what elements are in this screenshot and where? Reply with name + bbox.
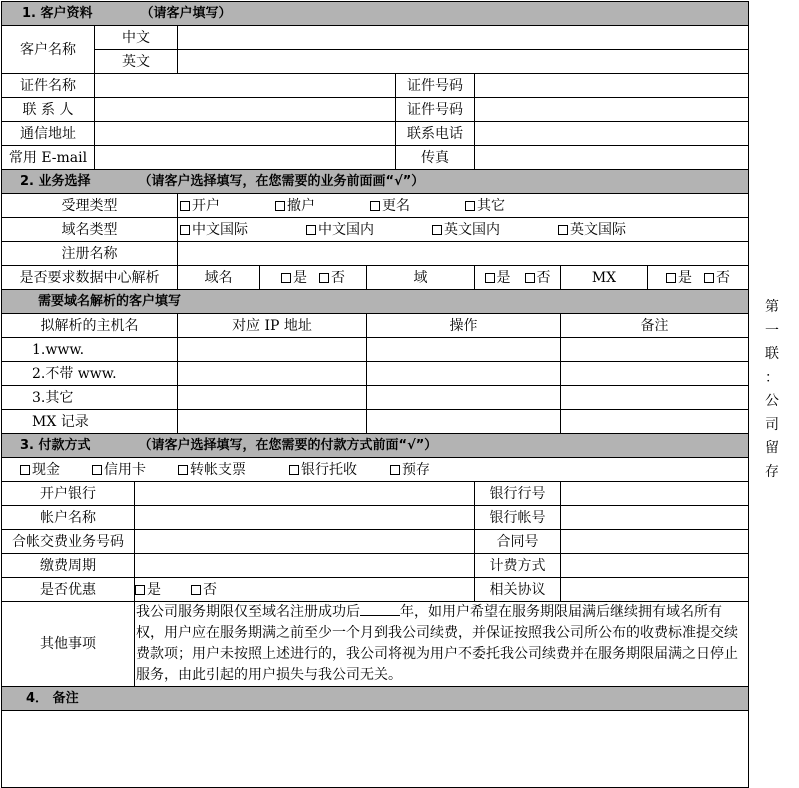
option-en-domestic[interactable]: 英文国内 xyxy=(432,222,558,238)
customer-name-row-cn xyxy=(2,26,749,50)
dns-zone-yes[interactable]: 是 xyxy=(485,270,511,286)
section-3-title: 付款方式 xyxy=(38,437,91,453)
id-row xyxy=(2,74,749,98)
discount-label: 是否优惠 xyxy=(2,578,135,602)
merge-no-label: 合帐交费业务号码 xyxy=(2,530,135,554)
dns-host-label: 2.不带 www. xyxy=(2,362,178,386)
id-no-field[interactable] xyxy=(475,74,749,98)
checkbox-icon xyxy=(281,273,291,283)
agreement-field[interactable] xyxy=(561,578,749,602)
copy-label-char: 存 xyxy=(765,463,779,480)
dns-ip-field[interactable] xyxy=(178,410,367,434)
bank-row xyxy=(2,482,749,506)
checkbox-icon xyxy=(390,465,400,475)
payment-method-options xyxy=(2,458,749,482)
accept-type-label: 受理类型 xyxy=(2,194,178,218)
address-field[interactable] xyxy=(95,122,396,146)
dns-header-host: 拟解析的主机名 xyxy=(2,314,178,338)
option-prepay[interactable]: 预存 xyxy=(390,462,430,478)
fax-label: 传真 xyxy=(396,146,475,170)
dns-host-label: 3.其它 xyxy=(2,386,178,410)
email-row xyxy=(2,146,749,170)
notice-text-a: 我公司服务期限仅至域名注册成功后 xyxy=(136,604,360,620)
section-4-title: 备注 xyxy=(52,690,79,706)
dns-mx-no[interactable]: 否 xyxy=(704,270,730,286)
notice-text-b: 年，如用户希望在服务期限届满后继续拥有域名所有权，用户应在服务期满之前至少一个月到我公司续费，并保证按照我公司所公布的收费标准提交续费款项；用户未按照上述进行的，我公司将视为用户不委托我公司续费并在服务期限届满之日停止服务，由此引起的用户损失与我公司无关。 xyxy=(136,604,738,683)
option-close[interactable]: 撤户 xyxy=(275,198,370,214)
dns-operation-field[interactable] xyxy=(367,386,561,410)
years-blank[interactable] xyxy=(360,603,400,616)
merge-row xyxy=(2,530,749,554)
checkbox-icon xyxy=(465,201,475,211)
dns-header-remark: 备注 xyxy=(561,314,749,338)
option-cash[interactable]: 现金 xyxy=(20,462,92,478)
checkbox-icon xyxy=(135,585,145,595)
other-label: 其他事项 xyxy=(2,602,135,687)
other-notice xyxy=(135,602,749,687)
dns-ip-field[interactable] xyxy=(178,362,367,386)
id-no-2-label: 证件号码 xyxy=(396,98,475,122)
address-label: 通信地址 xyxy=(2,122,95,146)
other-row xyxy=(2,602,749,687)
billing-field[interactable] xyxy=(561,554,749,578)
dns-host-label: MX 记录 xyxy=(2,410,178,434)
bank-no-field[interactable] xyxy=(561,482,749,506)
table-row xyxy=(2,410,749,434)
customer-name-cn-field[interactable] xyxy=(178,26,749,50)
domain-type-options xyxy=(178,218,749,242)
customer-name-row-en xyxy=(2,50,749,74)
dns-header-ip: 对应 IP 地址 xyxy=(178,314,367,338)
dns-ip-field[interactable] xyxy=(178,338,367,362)
contact-row xyxy=(2,98,749,122)
copy-label-char: 留 xyxy=(765,440,779,456)
dns-zone-no[interactable]: 否 xyxy=(525,270,551,286)
dns-required-label: 是否要求数据中心解析 xyxy=(2,266,178,290)
section-2-number: 2. xyxy=(20,173,34,189)
period-label: 缴费周期 xyxy=(2,554,135,578)
account-name-label: 帐户名称 xyxy=(2,506,135,530)
checkbox-icon xyxy=(370,201,380,211)
remark-row xyxy=(2,711,749,788)
section-2-note: （请客户选择填写，在您需要的业务前面画“√”） xyxy=(138,173,425,189)
dns-remark-field[interactable] xyxy=(561,362,749,386)
table-row xyxy=(2,338,749,362)
contract-no-label: 合同号 xyxy=(475,530,561,554)
dns-host-label: 1.www. xyxy=(2,338,178,362)
section-3-header xyxy=(2,434,749,458)
dns-operation-field[interactable] xyxy=(367,410,561,434)
dns-ip-field[interactable] xyxy=(178,386,367,410)
section-1-number: 1. xyxy=(22,5,36,21)
accept-type-options xyxy=(178,194,749,218)
section-1-header xyxy=(2,2,749,26)
id-no-2-field[interactable] xyxy=(475,98,749,122)
copy-label-char: 第 xyxy=(765,299,779,315)
table-row xyxy=(2,386,749,410)
account-name-field[interactable] xyxy=(135,506,475,530)
dns-col-domain-label: 域名 xyxy=(178,266,260,290)
email-field[interactable] xyxy=(95,146,396,170)
address-row xyxy=(2,122,749,146)
checkbox-icon xyxy=(20,465,30,475)
phone-field[interactable] xyxy=(475,122,749,146)
option-transfer-check[interactable]: 转帐支票 xyxy=(178,462,289,478)
dns-operation-field[interactable] xyxy=(367,362,561,386)
checkbox-icon xyxy=(275,201,285,211)
checkbox-icon xyxy=(485,273,495,283)
copy-label xyxy=(762,296,782,484)
checkbox-icon xyxy=(525,273,535,283)
contact-field[interactable] xyxy=(95,98,396,122)
dns-mx-yes[interactable]: 是 xyxy=(666,270,692,286)
section-2-title: 业务选择 xyxy=(38,173,91,189)
checkbox-icon xyxy=(666,273,676,283)
section-4-number: 4． xyxy=(26,690,49,706)
section-1-title: 客户资料 xyxy=(40,5,93,21)
customer-name-label: 客户名称 xyxy=(2,26,95,74)
checkbox-icon xyxy=(558,225,568,235)
dns-domain-no[interactable]: 否 xyxy=(319,270,345,286)
dns-section-header xyxy=(2,290,749,314)
discount-no[interactable]: 否 xyxy=(191,582,217,598)
billing-label: 计费方式 xyxy=(475,554,561,578)
copy-label-char: ： xyxy=(765,369,779,386)
accept-type-row xyxy=(2,194,749,218)
checkbox-icon xyxy=(704,273,714,283)
dns-remark-field[interactable] xyxy=(561,338,749,362)
id-no-label: 证件号码 xyxy=(396,74,475,98)
section-3-number: 3. xyxy=(20,437,34,453)
option-credit-card[interactable]: 信用卡 xyxy=(92,462,178,478)
bank-no-label: 银行行号 xyxy=(475,482,561,506)
dns-col-zone-label: 域 xyxy=(367,266,475,290)
dns-domain-yes[interactable]: 是 xyxy=(281,270,307,286)
checkbox-icon xyxy=(306,225,316,235)
reg-name-row xyxy=(2,242,749,266)
customer-name-en-label: 英文 xyxy=(95,50,178,74)
discount-yes[interactable]: 是 xyxy=(135,582,191,598)
phone-label: 联系电话 xyxy=(396,122,475,146)
form-table xyxy=(1,1,749,788)
checkbox-icon xyxy=(180,225,190,235)
checkbox-icon xyxy=(319,273,329,283)
domain-type-row xyxy=(2,218,749,242)
checkbox-icon xyxy=(289,465,299,475)
dns-table-header xyxy=(2,314,749,338)
id-name-field[interactable] xyxy=(95,74,396,98)
checkbox-icon xyxy=(178,465,188,475)
payment-methods-row xyxy=(2,458,749,482)
section-2-header xyxy=(2,170,749,194)
option-bank-collection[interactable]: 银行托收 xyxy=(289,462,390,478)
dns-col-mx-label: MX xyxy=(561,266,648,290)
section-4-header xyxy=(2,687,749,711)
contract-no-field[interactable] xyxy=(561,530,749,554)
customer-form xyxy=(1,1,748,788)
period-row xyxy=(2,554,749,578)
fax-field[interactable] xyxy=(475,146,749,170)
dns-section-title: 需要域名解析的客户填写 xyxy=(38,293,182,309)
customer-name-en-field[interactable] xyxy=(178,50,749,74)
section-3-note: （请客户选择填写，在您需要的付款方式前面“√”） xyxy=(138,437,438,453)
option-other[interactable]: 其它 xyxy=(465,198,505,214)
checkbox-icon xyxy=(432,225,442,235)
table-row xyxy=(2,362,749,386)
account-row xyxy=(2,506,749,530)
copy-label-char: 司 xyxy=(765,416,779,433)
merge-no-field[interactable] xyxy=(135,530,475,554)
option-open[interactable]: 开户 xyxy=(180,198,275,214)
email-label: 常用 E-mail xyxy=(2,146,95,170)
contact-label: 联 系 人 xyxy=(2,98,95,122)
option-cn-domestic[interactable]: 中文国内 xyxy=(306,222,432,238)
customer-name-cn-label: 中文 xyxy=(95,26,178,50)
dns-header-operation: 操作 xyxy=(367,314,561,338)
checkbox-icon xyxy=(191,585,201,595)
account-no-label: 银行帐号 xyxy=(475,506,561,530)
discount-row xyxy=(2,578,749,602)
dns-zone-choice xyxy=(475,266,561,290)
discount-choice xyxy=(135,578,475,602)
copy-label-char: 公 xyxy=(765,393,779,409)
copy-label-char: 联 xyxy=(765,346,779,362)
period-field[interactable] xyxy=(135,554,475,578)
account-no-field[interactable] xyxy=(561,506,749,530)
reg-name-label: 注册名称 xyxy=(2,242,178,266)
id-name-label: 证件名称 xyxy=(2,74,95,98)
dns-remark-field[interactable] xyxy=(561,386,749,410)
section-1-note: （请客户填写） xyxy=(140,5,232,21)
checkbox-icon xyxy=(180,201,190,211)
reg-name-field[interactable] xyxy=(178,242,749,266)
dns-domain-choice xyxy=(260,266,367,290)
remark-field[interactable] xyxy=(2,711,749,788)
option-en-intl[interactable]: 英文国际 xyxy=(558,222,626,238)
copy-label-char: 一 xyxy=(765,322,779,339)
dns-operation-field[interactable] xyxy=(367,338,561,362)
agreement-label: 相关协议 xyxy=(475,578,561,602)
domain-type-label: 域名类型 xyxy=(2,218,178,242)
dns-mx-choice xyxy=(648,266,749,290)
bank-field[interactable] xyxy=(135,482,475,506)
bank-label: 开户银行 xyxy=(2,482,135,506)
checkbox-icon xyxy=(92,465,102,475)
dns-remark-field[interactable] xyxy=(561,410,749,434)
dns-required-row xyxy=(2,266,749,290)
option-cn-intl[interactable]: 中文国际 xyxy=(180,222,306,238)
option-rename[interactable]: 更名 xyxy=(370,198,465,214)
